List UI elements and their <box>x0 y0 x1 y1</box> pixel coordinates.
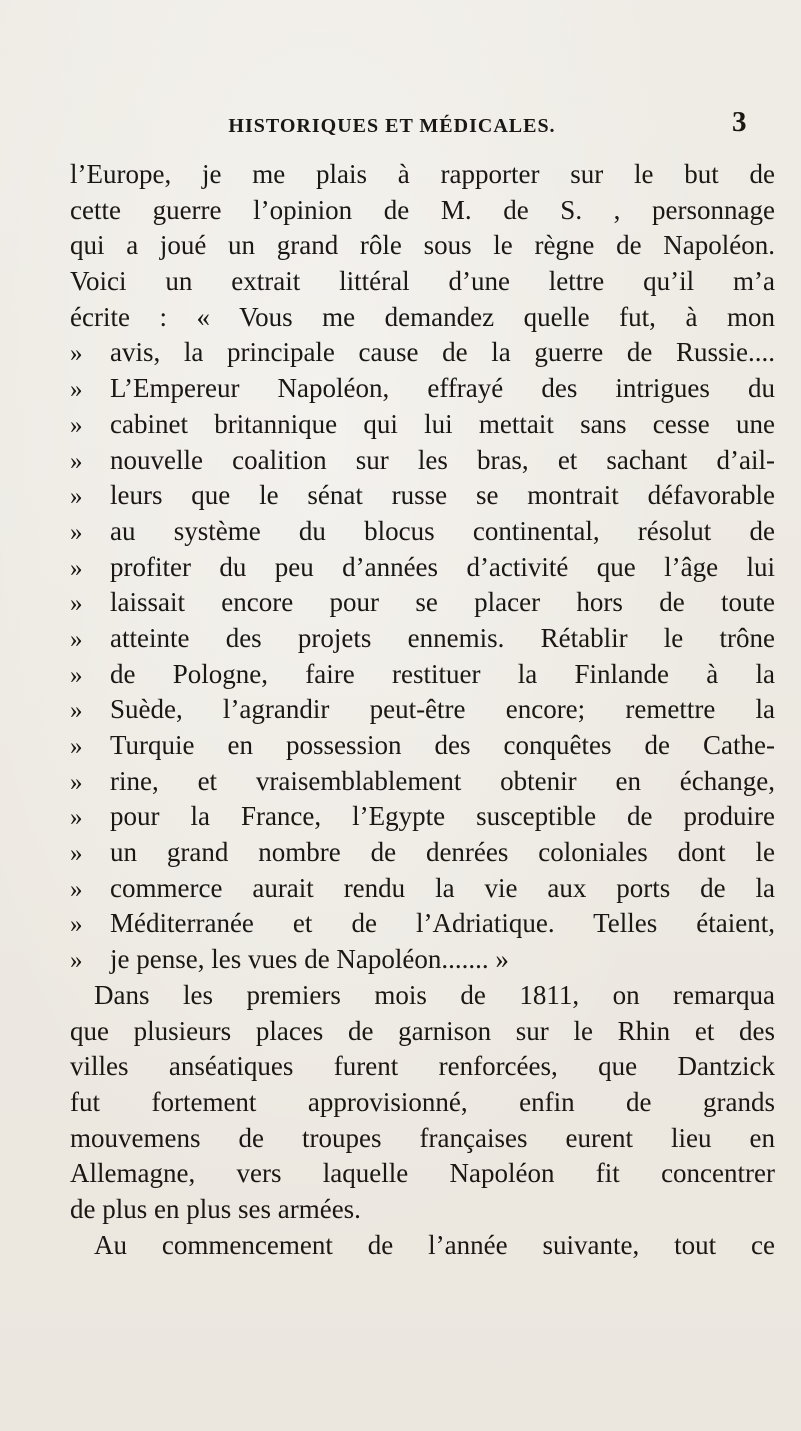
text-line: l’Europe, je me plais à rapporter sur le but de <box>70 159 775 189</box>
line-text: Suède, l’agrandir peut-être encore; remettre la <box>110 694 775 725</box>
line-text: je pense, les vues de Napoléon....... » <box>110 944 509 975</box>
text-line <box>70 478 775 514</box>
quote-mark: » <box>70 447 83 475</box>
text-line <box>70 621 775 657</box>
line-text: laissait encore pour se placer hors de toute <box>110 587 775 618</box>
quote-mark: » <box>70 590 83 618</box>
text-line: cette guerre l’opinion de M. de S. , personnage <box>70 194 775 225</box>
running-head: HISTORIQUES ET MÉDICALES. <box>228 115 556 137</box>
text-line: Au commencement de l’année suivante, tout ce <box>94 1229 775 1260</box>
text-line <box>70 906 775 942</box>
quote-mark: » <box>70 840 83 868</box>
line-text: commerce aurait rendu la vie aux ports de la <box>110 872 775 903</box>
text-line <box>70 692 775 728</box>
line-text: Méditerranée et de l’Adriatique. Telles étaient, <box>110 908 775 939</box>
text-line <box>70 657 775 693</box>
text-line: Voici un extrait littéral d’une lettre qu’il m’a <box>70 266 775 297</box>
text-line: que plusieurs places de garnison sur le Rhin et des <box>70 1015 775 1046</box>
quote-mark: » <box>70 911 83 939</box>
text-line <box>70 871 775 907</box>
line-text: L’Empereur Napoléon, effrayé des intrigues du <box>110 373 775 404</box>
quote-mark: » <box>70 340 83 368</box>
quote-mark: » <box>70 697 83 725</box>
line-text: cabinet britannique qui lui mettait sans cesse une <box>110 408 775 439</box>
text-line: Allemagne, vers laquelle Napoléon fit concentrer <box>70 1158 775 1189</box>
quote-mark: » <box>70 625 83 653</box>
text-line: Dans les premiers mois de 1811, on remarqua <box>94 979 775 1010</box>
text-line <box>70 514 775 550</box>
line-text: profiter du peu d’années d’activité que l’âge lui <box>110 551 775 582</box>
quote-mark: » <box>70 554 83 582</box>
quote-mark: » <box>70 768 83 796</box>
text-line <box>70 835 775 871</box>
text-line: qui a joué un grand rôle sous le règne de Napoléon. <box>70 230 775 261</box>
text-line <box>70 550 775 586</box>
text-line: fut fortement approvisionné, enfin de grands <box>70 1086 775 1117</box>
text-line <box>70 764 775 800</box>
text-line: villes anséatiques furent renforcées, que Dantzick <box>70 1051 775 1082</box>
text-line <box>70 371 775 407</box>
line-text: leurs que le sénat russe se montrait défavorable <box>110 480 775 511</box>
quote-mark: » <box>70 518 83 546</box>
line-text: nouvelle coalition sur les bras, et sachant d’ail- <box>110 444 775 475</box>
body-text <box>70 157 775 1263</box>
line-text: Turquie en possession des conquêtes de Cathe- <box>110 730 775 760</box>
text-line <box>70 728 775 764</box>
text-line <box>70 443 775 479</box>
quote-mark: » <box>70 483 83 511</box>
text-line <box>70 799 775 835</box>
text-line: mouvemens de troupes françaises eurent lieu en <box>70 1122 775 1153</box>
quote-mark: » <box>70 411 83 439</box>
quote-mark: » <box>70 661 83 689</box>
text-line <box>70 335 775 371</box>
text-line: écrite : « Vous me demandez quelle fut, à mon <box>70 301 775 332</box>
text-line: de plus en plus ses armées. <box>70 1193 361 1224</box>
line-text: au système du blocus continental, résolut de <box>110 515 775 546</box>
line-text: rine, et vraisemblablement obtenir en échange, <box>110 765 775 796</box>
text-line <box>70 585 775 621</box>
page-number: 3 <box>732 106 747 138</box>
line-text: atteinte des projets ennemis. Rétablir le trône <box>110 622 775 653</box>
line-text: un grand nombre de denrées coloniales dont le <box>110 837 775 868</box>
text-line <box>70 942 775 978</box>
quote-mark: » <box>70 804 83 832</box>
line-text: de Pologne, faire restituer la Finlande à la <box>110 658 775 689</box>
line-text: avis, la principale cause de la guerre de Russie.... <box>110 337 775 368</box>
quote-mark: » <box>70 376 83 404</box>
line-text: pour la France, l’Egypte susceptible de produire <box>110 801 775 832</box>
quote-mark: » <box>70 733 83 760</box>
text-line <box>70 407 775 443</box>
quote-mark: » <box>70 947 83 975</box>
quote-mark: » <box>70 875 83 903</box>
